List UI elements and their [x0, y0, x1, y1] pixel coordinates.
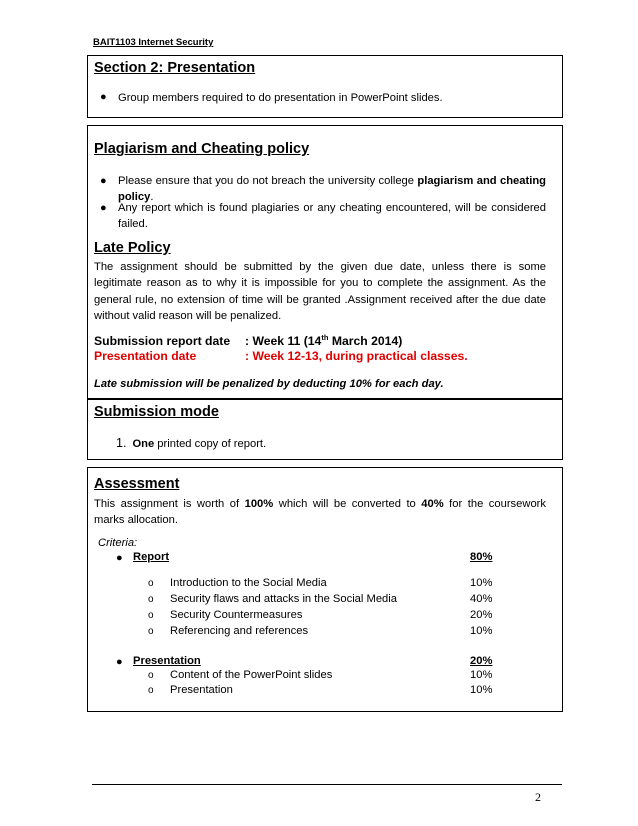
circle-bullet-icon: o	[148, 685, 154, 696]
assessment-box	[87, 467, 563, 712]
bullet-text: Group members required to do presentation in PowerPoint slides.	[118, 92, 443, 104]
presentation-label: Presentation	[133, 655, 201, 667]
circle-bullet-icon: o	[148, 610, 154, 621]
report-item-label: Security Countermeasures	[170, 609, 303, 621]
presentation-date-value: : Week 12-13, during practical classes.	[245, 349, 468, 363]
bullet-icon: ●	[100, 202, 107, 214]
criteria-label: Criteria:	[98, 537, 138, 549]
report-item-label: Introduction to the Social Media	[170, 577, 327, 589]
bullet-icon: ●	[116, 656, 123, 668]
item-text: printed copy of report.	[154, 438, 267, 450]
report-pct: 80%	[470, 551, 493, 563]
plagiarism-bullet-2: Any report which is found plagiaries or any cheating encountered, will be considered failed.	[118, 202, 546, 230]
item-bold: One	[132, 438, 155, 450]
submission-date-sup: th	[321, 332, 329, 342]
presentation-item-label: Content of the PowerPoint slides	[170, 669, 333, 681]
bullet-icon: ●	[116, 552, 123, 564]
bullet-1-text: Please ensure that you do not breach the university college	[118, 175, 418, 187]
report-item-pct: 20%	[470, 609, 493, 621]
intro-2: which will be converted to	[273, 498, 422, 510]
presentation-date-label: Presentation date	[94, 349, 197, 363]
report-item-label: Security flaws and attacks in the Social Media	[170, 593, 397, 605]
submission-date-value	[245, 334, 402, 348]
report-item-label: Referencing and references	[170, 625, 309, 637]
submission-mode-box	[87, 399, 563, 460]
presentation-section-box	[87, 55, 563, 118]
document-header: BAIT1103 Internet Security	[93, 37, 214, 48]
bullet-1-end: .	[150, 191, 154, 203]
late-policy-text: The assignment should be submitted by the given due date, unless there is some legitimate reason as to why it is impossible for you to complete the assignment. As the general rule, no extension of time will be granted .Assignment received after the due date without valid reason will be penalized.	[94, 261, 546, 322]
presentation-item-pct: 10%	[470, 669, 493, 681]
policy-box	[87, 125, 563, 399]
intro-bold-1: 100%	[244, 498, 274, 510]
submission-date-value-post: March 2014)	[328, 334, 403, 348]
presentation-pct: 20%	[470, 655, 493, 667]
section-title: Section 2: Presentation	[94, 60, 256, 76]
bullet-icon: ●	[100, 91, 107, 103]
intro-3: for the coursework marks allocation.	[94, 498, 546, 526]
item-number: 1.	[116, 436, 127, 450]
report-item-pct: 10%	[470, 577, 493, 589]
report-item-pct: 40%	[470, 593, 493, 605]
late-penalty-note: Late submission will be penalized by deducting 10% for each day.	[94, 378, 444, 390]
circle-bullet-icon: o	[148, 626, 154, 637]
submission-item	[116, 435, 266, 452]
report-label: Report	[133, 551, 170, 563]
circle-bullet-icon: o	[148, 578, 154, 589]
circle-bullet-icon: o	[148, 670, 154, 681]
assessment-title: Assessment	[94, 476, 180, 492]
late-policy-title: Late Policy	[94, 240, 171, 256]
intro-1: This assignment is worth of	[94, 498, 245, 510]
presentation-item-label: Presentation	[170, 684, 233, 696]
submission-mode-title: Submission mode	[94, 404, 219, 420]
plagiarism-title: Plagiarism and Cheating policy	[94, 141, 310, 157]
report-item-pct: 10%	[470, 625, 493, 637]
intro-bold-2: 40%	[421, 498, 444, 510]
submission-date-value-pre: : Week 11 (14	[245, 334, 322, 348]
assessment-intro	[94, 496, 546, 528]
bullet-icon: ●	[100, 175, 107, 187]
page-number: 2	[535, 790, 541, 804]
presentation-item-pct: 10%	[470, 684, 493, 696]
submission-date-label: Submission report date	[94, 334, 231, 348]
circle-bullet-icon: o	[148, 594, 154, 605]
bullet-1-bold: plagiarism and cheating policy	[118, 175, 547, 203]
footer-divider	[92, 784, 562, 785]
